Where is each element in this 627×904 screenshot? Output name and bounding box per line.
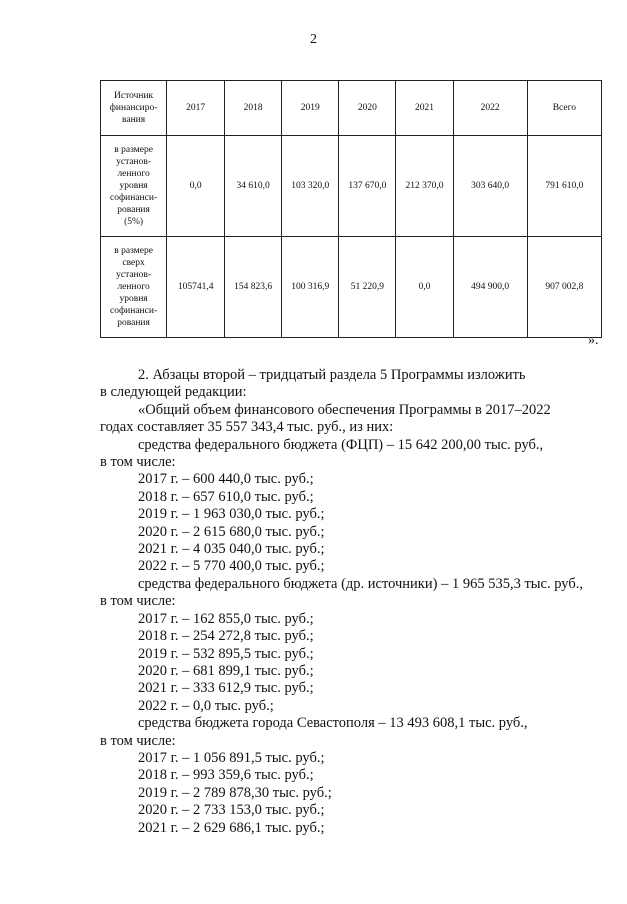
list-item: 2018 г. – 254 272,8 тыс. руб.;: [138, 628, 314, 645]
list-item: 2020 г. – 681 899,1 тыс. руб.;: [138, 662, 314, 679]
header-2021: 2021: [396, 81, 453, 136]
row-source: в размере установ- ленного уровня софинанси- рования (5%): [101, 136, 167, 237]
paragraph-intro: 2. Абзацы второй – тридцатый раздела 5 Программы изложить: [138, 367, 526, 383]
table-cell: 154 823,6: [225, 237, 282, 338]
header-2017: 2017: [167, 81, 225, 136]
list-item: 2017 г. – 1 056 891,5 тыс. руб.;: [138, 749, 325, 766]
list-item: 2018 г. – 993 359,6 тыс. руб.;: [138, 767, 314, 784]
table-cell: 51 220,9: [339, 237, 396, 338]
table-row: [101, 136, 602, 237]
header-total: Всего: [527, 81, 601, 136]
list-item: 2021 г. – 333 612,9 тыс. руб.;: [138, 680, 314, 697]
list-item: 2020 г. – 2 615 680,0 тыс. руб.;: [138, 523, 325, 540]
table-cell: 212 370,0: [396, 136, 453, 237]
table-row: [101, 237, 602, 338]
header-2022: 2022: [453, 81, 527, 136]
table-cell: 0,0: [396, 237, 453, 338]
table-cell: 103 320,0: [282, 136, 339, 237]
table-cell: 303 640,0: [453, 136, 527, 237]
header-2020: 2020: [339, 81, 396, 136]
table-cell: 791 610,0: [527, 136, 601, 237]
total-funding-cont: годах составляет 35 557 343,4 тыс. руб., из них:: [100, 419, 394, 436]
table-cell: 494 900,0: [453, 237, 527, 338]
row-source: в размере сверх установ- ленного уровня софинанси- рования: [101, 237, 167, 338]
total-funding: «Общий объем финансового обеспечения Программы в 2017–2022: [138, 401, 551, 418]
city-budget-including: в том числе:: [100, 732, 176, 749]
list-item: 2019 г. – 2 789 878,30 тыс. руб.;: [138, 784, 332, 801]
list-item: 2021 г. – 2 629 686,1 тыс. руб.;: [138, 819, 325, 836]
list-item: 2018 г. – 657 610,0 тыс. руб.;: [138, 488, 314, 505]
table-cell: 137 670,0: [339, 136, 396, 237]
list-item: 2019 г. – 532 895,5 тыс. руб.;: [138, 645, 314, 662]
federal-fcp-including: в том числе:: [100, 454, 176, 471]
table-cell: 0,0: [167, 136, 225, 237]
table-cell: 34 610,0: [225, 136, 282, 237]
header-source: Источник финансиро- вания: [101, 81, 167, 136]
page-number: 2: [310, 32, 317, 47]
paragraph-intro-cont: в следующей редакции:: [100, 384, 247, 401]
list-item: 2017 г. – 162 855,0 тыс. руб.;: [138, 610, 314, 627]
table-cell: 100 316,9: [282, 237, 339, 338]
table-header-row: [101, 81, 602, 136]
federal-fcp-heading: средства федерального бюджета (ФЦП) – 15 642 200,00 тыс. руб.,: [138, 436, 544, 453]
table-cell: 105741,4: [167, 237, 225, 338]
table-cell: 907 002,8: [527, 237, 601, 338]
list-item: 2022 г. – 0,0 тыс. руб.;: [138, 697, 274, 714]
amendment-text: [100, 367, 605, 837]
header-2018: 2018: [225, 81, 282, 136]
list-item: 2021 г. – 4 035 040,0 тыс. руб.;: [138, 541, 325, 558]
header-2019: 2019: [282, 81, 339, 136]
list-item: 2017 г. – 600 440,0 тыс. руб.;: [138, 471, 314, 488]
list-item: 2022 г. – 5 770 400,0 тыс. руб.;: [138, 558, 325, 575]
financing-table: [100, 80, 602, 338]
closing-quote: ».: [588, 333, 599, 348]
list-item: 2019 г. – 1 963 030,0 тыс. руб.;: [138, 506, 325, 523]
federal-other-including: в том числе:: [100, 593, 176, 610]
list-item: 2020 г. – 2 733 153,0 тыс. руб.;: [138, 802, 325, 819]
city-budget-heading: средства бюджета города Севастополя – 13 493 608,1 тыс. руб.,: [138, 715, 528, 732]
federal-other-heading: средства федерального бюджета (др. источники) – 1 965 535,3 тыс. руб.,: [138, 575, 583, 592]
